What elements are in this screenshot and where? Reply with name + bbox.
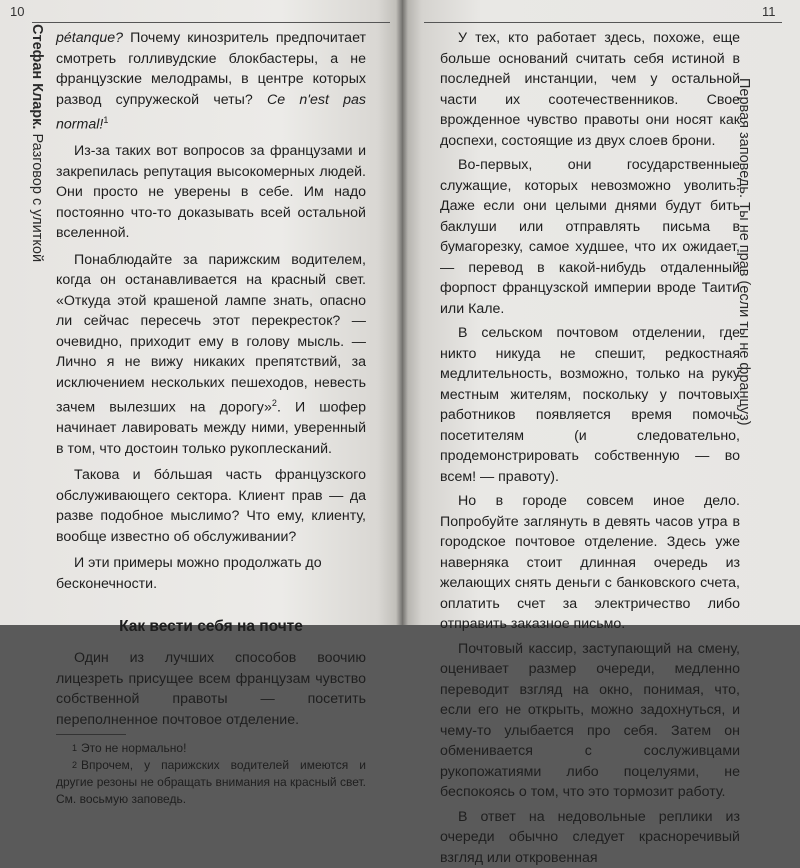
right-header-rule — [424, 22, 782, 23]
left-running-head — [29, 24, 45, 262]
right-page-number: 11 — [762, 4, 776, 19]
italic-phrase: Ce n'est pas normal! — [56, 92, 366, 133]
section-heading: Как вести себя на почте — [56, 614, 366, 640]
footnote-2 — [56, 757, 366, 808]
footnote-rule — [56, 734, 126, 735]
footnote-mark: 2 — [72, 760, 77, 770]
paragraph — [56, 250, 366, 460]
paragraph: И эти примеры можно продолжать до бесконечности. — [56, 553, 366, 594]
paragraph: В ответ на недовольные реплики из очереди обычно следует красноречивый взгляд или откровенная — [440, 807, 740, 868]
paragraph: В сельском почтовом отделении, где никто никуда не спешит, редкостная медлительность, возможно, только на руку местным жителям, поскольку у почтовых работников появляется время помочь посетителям (и следовательно, продемонстрировать собственную — во всем! — правоту). — [440, 323, 740, 487]
paragraph-text: Почему кинозритель предпочитает смотреть голливудские блокбастеры, а не французские мелодрамы, в центре которых развод супружеской четы? — [56, 30, 366, 108]
right-running-head: Первая заповедь. Ты не прав (если ты не француз) — [736, 78, 752, 426]
footnote-ref-1[interactable]: 1 — [103, 115, 108, 125]
running-head-author: Стефан Кларк. — [29, 24, 45, 129]
paragraph: Один из лучших способов воочию лицезреть присущее всем французам чувство собственной правоты — посетить переполненное почтовое отделение. — [56, 648, 366, 730]
paragraph: Почтовый кассир, заступающий на смену, оценивает размер очереди, медленно переводит взгляд на окно, понимая, что, если его не открыть, можно задохнуться, и чему-то улыбается про себя. Затем он обменивается с сослуживцами рукопожатиями либо поцелуями, не беспокоясь о том, что это тормозит работу. — [440, 639, 740, 803]
paragraph-continued — [56, 28, 366, 135]
italic-word: pétanque? — [56, 30, 123, 46]
paragraph: У тех, кто работает здесь, похоже, еще больше оснований считать себя истиной в последней инстанции, чем у остальной части их соотечественников. Свое врожденное чувство правоты они носят как доспехи, состоящие из двух слоев брони. — [440, 28, 740, 151]
paragraph: Такова и бóльшая часть французского обслуживающего сектора. Клиент прав — да разве подобное мыслимо? Что ему, клиенту, вообще известно об обслуживании? — [56, 465, 366, 547]
footnote-text: Впрочем, у парижских водителей имеются и другие резоны не обращать внимания на красный свет. См. восьмую заповедь. — [56, 758, 366, 806]
paragraph: Во-первых, они государственные служащие, которых невозможно уволить. Даже если они целыми днями будут бить баклуши или отправлять письма в бумагорезку, самое худшее, что их ожидает, — перевод в какой-нибудь отдаленный форпост французской империи вроде Таити или Кале. — [440, 155, 740, 319]
footnote-mark: 1 — [72, 743, 77, 753]
left-page-number: 10 — [10, 4, 24, 19]
paragraph: Из-за таких вот вопросов за французами и закрепилась репутация высокомерных людей. Они просто не уверены в себе. Им надо постоянно что-то доказывать всей остальной вселенной. — [56, 141, 366, 244]
footnote-1 — [56, 740, 366, 757]
left-text-column — [56, 28, 366, 808]
footnote-ref-2[interactable]: 2 — [272, 398, 277, 408]
running-head-title: Разговор с улиткой — [29, 133, 45, 262]
left-header-rule — [32, 22, 390, 23]
book-gutter — [396, 0, 408, 625]
left-page — [0, 0, 402, 625]
paragraph: Но в городе совсем иное дело. Попробуйте заглянуть в девять часов утра в городское почтовое отделение. Здесь уже наверняка стоит длинная очередь из желающих снять деньги с банковского счета, оплатить счет за электричество либо отправить заказное письмо. — [440, 491, 740, 635]
paragraph-text: . И шофер начинает лавировать между ними, уверенный в том, что достоин только рукоплесканий. — [56, 400, 366, 457]
paragraph-text: Понаблюдайте за парижским водителем, когда он останавливается на красный свет. «Откуда этой крашеной лампе знать, опасно ли сейчас пересечь этот перекресток? — очевидно, приходит ему в голову мысль. — Лично я не вижу никаких препятствий, за исключением нескольких пешеходов, невесть зачем вылезших на дорогу» — [56, 252, 366, 416]
right-text-column — [440, 28, 740, 868]
footnote-text: Это не нормально! — [81, 741, 186, 755]
